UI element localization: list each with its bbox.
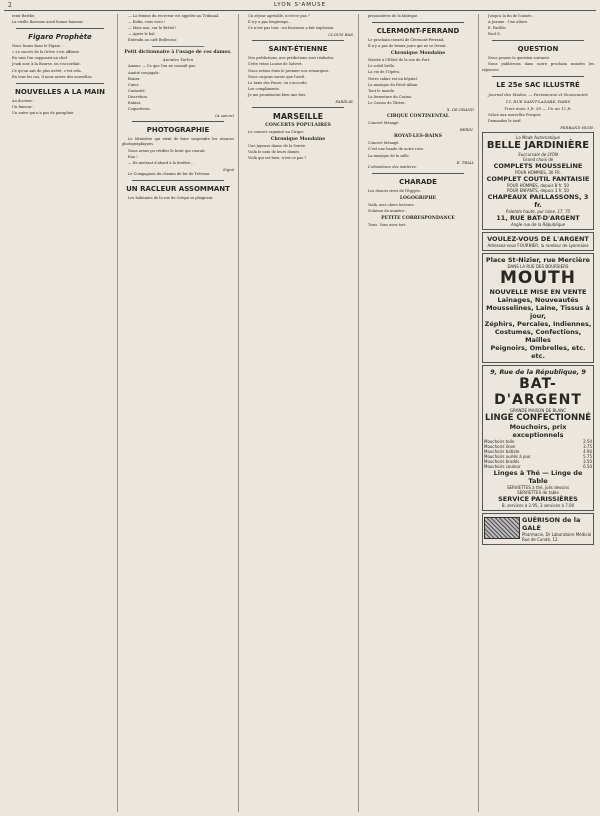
paragraph: Grâce aux nouvelles Prosper.	[488, 112, 542, 117]
paragraph: La vie de l'Opéra.	[368, 70, 401, 75]
section-rule	[16, 28, 104, 29]
price-value: 5.75	[583, 453, 592, 459]
ad-text: B. services à 2.95, 3 services à 7.00	[501, 502, 575, 508]
paragraph: « Le succès de la Grève s'est affirmé.	[12, 50, 80, 55]
ad-engraving	[484, 517, 520, 539]
section-rule	[16, 83, 104, 84]
ad-text: Zéphirs, Percales, Indiennes,	[484, 319, 592, 328]
masthead: LYON S'AMUSE	[273, 2, 327, 8]
dictionary-entry: Cœur.	[128, 82, 140, 87]
paragraph: Le soleil brille.	[368, 64, 396, 69]
column-2	[122, 14, 234, 812]
subheading: Chronique Mondaine	[390, 51, 446, 57]
ad-text: COMPLET COUTIL FANTAISIE	[486, 174, 590, 183]
ad-guerison	[482, 513, 594, 545]
signature: FARÉLIE.	[335, 99, 354, 105]
paragraph: La musique du Récit-Alban.	[368, 82, 419, 87]
paragraph: Entendu au café Bellecour.	[128, 38, 178, 43]
paragraph: Nous croyons savoir que l'avril.	[248, 74, 306, 79]
section-rule	[492, 76, 584, 77]
ad-text: La Mode Automatique	[516, 134, 560, 140]
signature: X. DE GRAND	[446, 107, 474, 113]
paragraph: — Après le bal.	[128, 32, 156, 37]
headline-saint-etienne: SAINT-ÉTIENNE	[268, 45, 328, 54]
paragraph: Au docteur :	[12, 98, 35, 103]
paragraph: Nous avons pu vérifier le bruit qui courait.	[128, 148, 206, 153]
headline-clermont: CLERMONT-FERRAND	[376, 27, 460, 36]
signature: Signé	[223, 166, 234, 172]
paragraph: Le prochain conseil de Clermont-Ferrand.	[368, 38, 445, 43]
section-rule	[372, 173, 464, 174]
paragraph: Voilà qui est bien, n'est-ce pas ?	[248, 156, 307, 161]
paragraph: C'est une bande de notre rose.	[368, 147, 424, 152]
paragraph: tenir Berthe,	[12, 14, 36, 18]
paragraph: Une joyeuse danse de la Soirée.	[248, 144, 307, 149]
ad-argent	[482, 232, 594, 251]
paragraph: Nos prédictions, nos prédictions sont réalisées.	[248, 56, 335, 61]
section-rule	[132, 180, 224, 181]
ad-text: Adressez-vous FOURNIER, la rondeur de Lyonnaise	[487, 242, 589, 248]
paragraph: — La femme du receveur est appelée au Tribunal.	[128, 14, 220, 18]
ad-text: Grand choix de	[522, 156, 554, 162]
ad-text: Paletots haute, pur laine, 17, 75	[505, 208, 571, 214]
paragraph: Le Ministère qui vient de faire suspendre les séances photographiques.	[122, 137, 234, 147]
paragraph: En vain l'on supposait un chef.	[12, 56, 68, 61]
paragraph: Nous lisons dans le Figaro :	[12, 44, 63, 49]
ad-text: COMPLETS MOUSSELINE	[493, 161, 583, 170]
ad-text: Peignoirs, Ombrelles, etc. etc.	[490, 343, 586, 360]
page-number: 2	[8, 2, 12, 9]
header-rule	[4, 10, 596, 11]
price-label: Mouchoirs couleur	[484, 463, 521, 469]
paragraph: Nous publierons dans notre prochain numéro les réponses.	[482, 62, 594, 72]
ad-belle-jardiniere	[482, 132, 594, 230]
paragraph: Je me promènerai bien une fois.	[248, 92, 307, 97]
ad-text: SERVIETTES à thé, jolis dessins	[506, 484, 570, 490]
ad-text: Linges à Thé — Linge de Table	[493, 468, 583, 485]
dictionary-entry: Discrétion.	[128, 94, 148, 99]
ad-text: Rue de Condé, 12	[522, 536, 558, 542]
paragraph: Un autre qui n'a pas de parapluie.	[12, 110, 75, 115]
ad-text: DANS LA RUE DES BOURSIERS	[507, 263, 569, 269]
column-divider	[478, 14, 479, 812]
paragraph: prisonnières de la fabrique.	[368, 14, 419, 18]
subheading: Trois mois 3 fr. 50 — Un an 12 fr.	[504, 105, 572, 111]
paragraph: Paul G.	[488, 32, 501, 37]
price-label: Mouchoirs brodés	[484, 458, 520, 464]
signature: CLOVIS BAS.	[328, 32, 354, 38]
ad-mouth	[482, 253, 594, 363]
paragraph: E. Farillis.	[488, 26, 507, 31]
paragraph: Les habitants de la rue de Créqui se plaignent.	[128, 195, 214, 200]
section-rule	[492, 40, 584, 41]
price-label: Mouchoirs linon	[484, 443, 516, 449]
subheading: 13, RUE SAINT-LAZARE, PARIS	[505, 98, 571, 104]
section-rule	[132, 121, 224, 122]
ad-text: POUR ENFANTS, depuis 3 fr. 50	[507, 187, 569, 193]
headline-figaro: Figaro Prophète	[28, 33, 92, 42]
dictionary-entry: Baiser.	[128, 76, 141, 81]
paragraph: Cette veine Louise de Salvert.	[248, 62, 303, 67]
column-1	[6, 14, 114, 812]
ad-bat-dargent	[482, 365, 594, 511]
price-value: 3.75	[583, 443, 592, 449]
ad-text: Mousselines, Laine, Tissus à jour,	[486, 303, 590, 320]
dictionary-entry: Amour. — Ce que l'on ne connaît pas.	[128, 64, 197, 69]
price-label: Mouchoirs batiste	[484, 448, 520, 454]
ad-title: BELLE JARDINIÈRE	[486, 139, 590, 151]
ad-title: MOUTH	[500, 267, 576, 288]
ad-text: CHAPEAUX PAILLASSONS, 3 fr.	[487, 192, 589, 209]
price-value: 4.90	[583, 448, 592, 454]
ad-text: Pharmacie, Dr Laboratoire Médical	[522, 531, 592, 537]
paragraph: A Jeanne : Une allure.	[488, 20, 529, 25]
ad-text: GRANDE MAISON DE BLANC	[509, 407, 567, 413]
ad-text: POUR HOMMES, depuis 8 fr. 50	[507, 182, 569, 188]
paragraph: Solution du numéro :	[368, 208, 407, 213]
price-value: 2.50	[583, 438, 592, 444]
paragraph: Trois. Vous avez tort.	[368, 223, 407, 228]
section-rule	[152, 46, 204, 47]
paragraph: Un fumeur :	[12, 104, 35, 109]
headline-nouvelles: NOUVELLES A LA MAIN	[15, 87, 105, 96]
headline-racleur: UN RACLEUR ASSOMMANT	[126, 184, 230, 193]
paragraph: La musique de la salle.	[368, 153, 410, 158]
column-divider	[238, 14, 239, 812]
price-list	[484, 439, 592, 469]
section-rule	[252, 107, 344, 108]
ad-text: Place St-Nizier, rue Mercière	[485, 255, 591, 264]
price-value: 3.50	[583, 458, 592, 464]
ad-text: NOUVELLE MISE EN VENTE	[489, 287, 587, 296]
paragraph: Demandez le tarif.	[488, 118, 522, 123]
ad-text: Costumes, Confections, Mailles	[494, 327, 582, 344]
paragraph: Eau !	[128, 154, 138, 159]
paragraph: Mariée à l'Hôtel de la rue du Port.	[368, 58, 431, 63]
price-label: Mouchoirs toile	[484, 438, 515, 444]
dictionary-entry: Enfant.	[128, 101, 142, 106]
column-divider	[117, 14, 118, 812]
ad-text: SERVIETTES de table	[517, 489, 559, 495]
paragraph: Le Casino de Tibère.	[368, 100, 406, 105]
headline-charade: CHARADE	[399, 177, 437, 186]
paragraph: Jusqu'à la fin de l'année.	[488, 14, 533, 18]
paragraph: Nous posons la question suivante.	[488, 56, 551, 61]
ad-text: POUR HOMMES, 30 FR.	[515, 169, 561, 175]
headline-cirque: CIRQUE CONTINENTAL	[386, 114, 449, 120]
dictionary-entry: Coquetterie.	[128, 107, 151, 112]
paragraph: Concert Ménagé.	[368, 141, 400, 146]
paragraph: Un séjour agréable, n'est-ce pas ?	[248, 14, 310, 18]
signature: E. TRIAL	[456, 159, 474, 165]
signature: BERDI.	[459, 127, 474, 133]
column-5	[482, 14, 594, 812]
paragraph: Jeudi soir, à la Bourse, on s'accordait.	[12, 62, 81, 67]
paragraph: Les compliments.	[248, 86, 280, 91]
headline-sac-illustre: LE 25e SAC ILLUSTRÉ	[496, 80, 580, 89]
headline-dictionnaire: Petit dictionnaire à l'usage de ces dames.	[124, 50, 232, 56]
paragraph: — Mais non, car le Brésil !	[128, 26, 177, 31]
paragraph: L'abondance des matières.	[368, 164, 417, 169]
subheading: Journal des Modes, — Parissienne et Nouveautés	[488, 91, 588, 97]
ad-text: Angle rue de la République	[510, 221, 566, 227]
ad-title: BAT-D'ARGENT	[494, 375, 582, 408]
paragraph: Les douces rives de l'Egypte.	[368, 188, 422, 193]
paragraph: Le concert organisé au Cirque.	[248, 130, 305, 135]
signature: FERRAND HIGH.	[560, 124, 594, 130]
headline-photographie: PHOTOGRAPHIE	[146, 126, 210, 135]
ad-text: 9, Rue de la République, 9	[490, 367, 586, 376]
paragraph: Nous avions émis le premier nos remarques.	[248, 68, 330, 73]
ad-text: Mouchoirs, prix exceptionnels	[509, 422, 567, 439]
paragraph: Notre calme est un hôpital.	[368, 76, 418, 81]
paragraph: — En mettant d'abord à la fenêtre...	[128, 160, 194, 165]
dictionary-entry: Amitié conjugale.	[128, 70, 160, 75]
paragraph: Il n'y a pas de beaux jours qui ne se lèvent.	[368, 44, 447, 49]
paragraph: Voilà, mes chers lecteurs.	[368, 202, 415, 207]
signature: (A suivre)	[215, 113, 234, 119]
paragraph: — Enfin, vous voici !	[128, 20, 166, 25]
paragraph: Le taxis des Faure, on s'accorde.	[248, 80, 308, 85]
column-3	[242, 14, 354, 812]
headline-marseille: MARSEILLE	[272, 112, 324, 122]
ad-text: SERVICE PARISSIÈRES	[498, 494, 578, 503]
paragraph: Tout le monde.	[368, 88, 396, 93]
column-divider	[358, 14, 359, 812]
ad-text: Succursale de LYON	[518, 151, 558, 157]
subheading: Chronique Mondaine	[270, 137, 326, 143]
dictionary-entry: Curiosité.	[128, 88, 146, 93]
paragraph: Le Compagnon du chemin de fer de Trévoux.	[128, 171, 211, 176]
paragraph: La fermeture du Casino.	[368, 94, 413, 99]
paragraph: Il n'y a pas longtemps...	[248, 20, 292, 25]
ad-text: LINGE CONFECTIONNÉ	[484, 412, 592, 423]
headline-question: QUESTION	[517, 45, 559, 54]
paragraph: Voilà le nom de leurs dames.	[248, 150, 301, 155]
paragraph: La vieille Baronne avait bonne humeur.	[12, 20, 84, 25]
ad-title: VOULEZ-VOUS DE L'ARGENT	[487, 234, 589, 243]
subheading: Annales Tarlon	[162, 57, 194, 63]
headline-logogriphe: LOGOGRIPHE	[399, 195, 437, 201]
section-rule	[252, 40, 344, 41]
subheading: CONCERTS POPULAIRES	[265, 123, 331, 129]
headline-royat: ROYAT-LES-BAINS	[394, 134, 442, 140]
section-rule	[372, 22, 464, 23]
paragraph: Ce qu'on sait de plus avéré, c'est cela.	[12, 68, 82, 73]
headline-correspondance: PETITE CORRESPONDANCE	[381, 216, 455, 222]
ad-title: GUÉRISON de la GALE	[522, 515, 581, 532]
ad-text: Lainages, Nouveautés	[497, 295, 579, 304]
column-4	[362, 14, 474, 812]
paragraph: En tous les cas, il nous arrive des nouvelles.	[12, 74, 93, 79]
price-label: Mouchoirs ourlés à jour	[484, 453, 531, 459]
paragraph: Ce n'est pas tout : un fourneau a fait explosion.	[248, 26, 335, 31]
ad-address: 11, RUE BAT-D'ARGENT	[496, 213, 580, 222]
price-value: 6.50	[583, 463, 592, 469]
paragraph: Concert Ménagé.	[368, 121, 400, 126]
